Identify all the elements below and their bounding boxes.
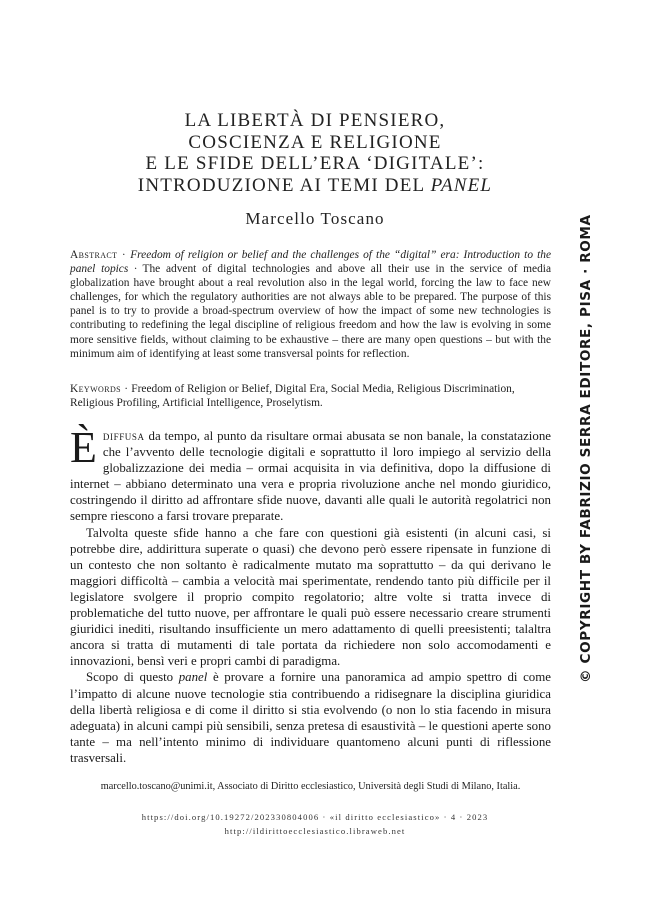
title-line-3: E LE SFIDE DELL’ERA ‘DIGITALE’: <box>145 153 485 174</box>
doi-footer: https://doi.org/10.19272/202330804006 · «il diritto ecclesiastico» · 4 · 2023 <box>141 812 489 822</box>
abstract-label: Abstract · <box>70 249 127 261</box>
copyright-notice: © COPYRIGHT BY FABRIZIO SERRA EDITORE, PISA · ROMA <box>578 214 594 683</box>
author-name: Marcello Toscano <box>245 209 385 228</box>
paragraph-3-before: Scopo di questo <box>86 670 179 685</box>
title-line-4-prefix: INTRODUZIONE AI TEMI DEL <box>137 174 431 196</box>
keywords <box>70 382 551 410</box>
article-title <box>60 110 570 196</box>
keywords-label: Keywords · <box>70 383 129 395</box>
website-footer: http://ildirittoecclesiastico.libraweb.net <box>224 826 406 836</box>
abstract <box>70 248 551 361</box>
body-paragraph-1 <box>70 423 551 525</box>
title-line-4 <box>60 175 570 197</box>
title-line-2: COSCIENZA E RELIGIONE <box>188 131 442 153</box>
title-line-4-italic: PANEL <box>430 174 493 196</box>
abstract-english-title: Freedom of religion or belief and the challenges of the “digital” era: Introduction to the panel topics · <box>70 249 551 276</box>
keywords-text: Freedom of Religion or Belief, Digital Era, Social Media, Religious Discrimination, Religious Profiling, Artificial Intelligence, Proselytism. <box>70 383 515 410</box>
paragraph-3-italic: panel <box>178 670 208 685</box>
abstract-text: The advent of digital technologies and above all their use in the service of media globalization have brought about a real revolution also in the legal world, forcing the law to face new challenges, for which the regulatory authorities are not always able to be prepared. The purpose of this panel is to try to provide a broad-spectrum overview of how the impact of some new technologies is contributing to redefining the legal discipline of religious freedom and how the law is evolving in some more sensitive fields, without claiming to be exhaustive – there are many open questions – but with the minimum aim of identifying at least some transversal points for reflection. <box>70 263 551 360</box>
body-paragraph-3 <box>70 669 551 766</box>
body-paragraph-2: Talvolta queste sfide hanno a che fare con questioni già esistenti (in alcuni casi, si potrebbe dire, addirittura superate o quasi) che devono però essere ripensate in funzione di un contesto che non soltanto è radicalmente mutato ma soprattutto – da qui derivano le maggiori difficoltà – cambia a velocità mai sperimentate, rendendo tanto più difficile per il legislatore svolgere il proprio compito regolatorio; altre volte si tratta invece di problematiche del tutto nuove, per affrontare le quali può essere necessario creare strumenti giuridici inediti, risultando insufficiente un mero adattamento di quelli preesistenti; talaltra ancora si tratta di mutamenti di tale portata da richiedere non solo accomodamenti e innovazioni, bensì veri e propri cambi di paradigma. <box>70 525 551 669</box>
drop-cap: È <box>70 423 97 472</box>
paragraph-3-after: è provare a fornire una panoramica ad ampio spettro di come l’impatto di alcune nuove tecnologie stia contribuendo a ridisegnare la disciplina giuridica della libertà religiosa e di come il diritto si stia evolvendo (o non lo stia facendo in misura adeguata) in alcuni campi più sensibili, senza pretesa di esaustività – le questioni aperte sono tante – ma nell’intento minimo di individuare quantomeno alcuni punti di riflessione trasversali. <box>70 670 551 765</box>
title-line-1: LA LIBERTÀ DI PENSIERO, <box>184 110 446 131</box>
paragraph-1-text: da tempo, al punto da risultare ormai abusata se non banale, la constatazione che l’avvento delle tecnologie digitali e soprattutto il loro impiego al servizio della globalizzazione dei media – ormai acquisita in via definitiva, dopo la diffusione di internet – abbiano determinato una vera e propria rivoluzione anche nel mondo giuridico, costringendo il diritto ad affrontare sfide nuove, davanti alle quali le autorità regolatrici non sempre riescono a farsi trovare preparate. <box>70 429 551 524</box>
author-footnote: marcello.toscano@unimi.it, Associato di Diritto ecclesiastico, Università degli Studi di Milano, Italia. <box>100 781 521 792</box>
article-body <box>70 423 551 766</box>
opening-small-caps: diffusa <box>102 429 145 443</box>
